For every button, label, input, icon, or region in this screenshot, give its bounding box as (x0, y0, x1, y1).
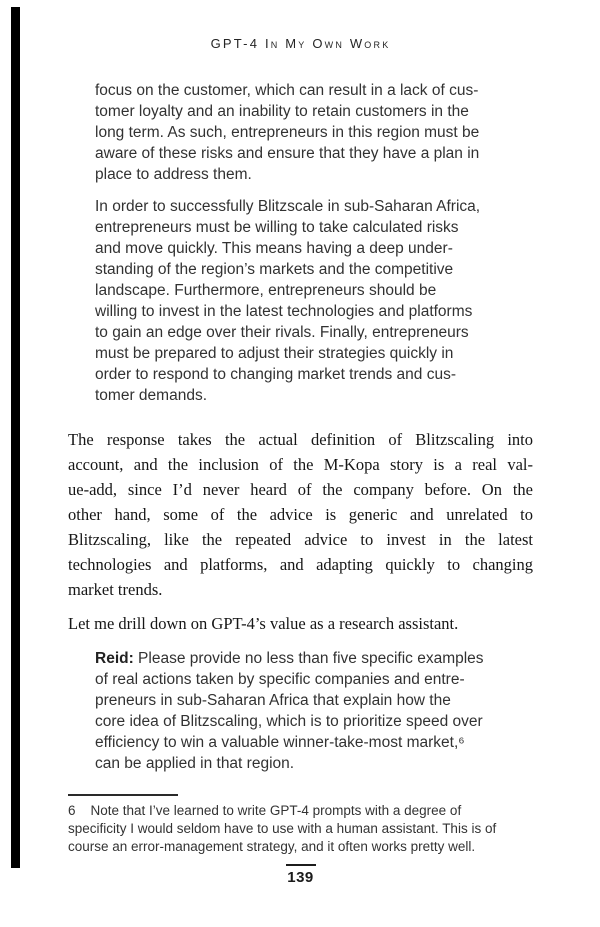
footnote-rule (68, 794, 178, 796)
left-accent-bar (11, 7, 20, 868)
page-content (68, 0, 533, 886)
commentary-lead-in-line: Let me drill down on GPT-4’s value as a research assistant. (68, 614, 459, 633)
gpt-response-paragraph-1: focus on the customer, which can result in a lack of cus- tomer loyalty and an inability to retain customers in the long term. As such, entrepreneurs in this region must be aware of these risks and ensure that they have a plan in place to address them. (95, 82, 480, 183)
running-header: GPT-4 In My Own Work (210, 36, 391, 51)
gpt-response-paragraph-2: In order to successfully Blitzscale in sub-Saharan Africa, entrepreneurs must be willing to take calculated risks and move quickly. This means having a deep under- standing of the region’s markets and the competitive landscape. Furthermore, entrepreneurs should be willing to invest in the latest technologies and platforms to gain an edge over their rivals. Finally, entrepreneurs must be prepared to adjust their strategies quickly in order to respond to changing market trends and cus- tomer demands. (95, 198, 481, 404)
page-footer (68, 864, 533, 886)
footnote (68, 794, 533, 856)
reid-prompt-paragraph: Reid: Please provide no less than five specific examples of real actions taken by specific companies and entre- preneurs in sub-Saharan Africa that explain how the core idea of Blitzscaling, which is to prioritize speed over efficiency to win a valuable winner-take-most market,⁶ can be applied in that region. (95, 650, 484, 772)
commentary-paragraph: The response takes the actual definition of Blitzscaling into account, and the inclusion of the M-Kopa story is a real val- ue-add, since I’d never heard of the company before. On the other hand, some of the advice is generic and unrelated to Blitzscaling, like the repeated advice to invest in the latest technologies and platforms, and adapting quickly to changing market trends. (68, 430, 533, 599)
page-number-rule (286, 864, 316, 866)
page-number: 139 (287, 869, 314, 886)
footnote-text: 6 Note that I’ve learned to write GPT-4 prompts with a degree of specificity I would seldom have to use with a human assistant. This is of course an error-management strategy, and it often works pretty well. (68, 803, 497, 854)
